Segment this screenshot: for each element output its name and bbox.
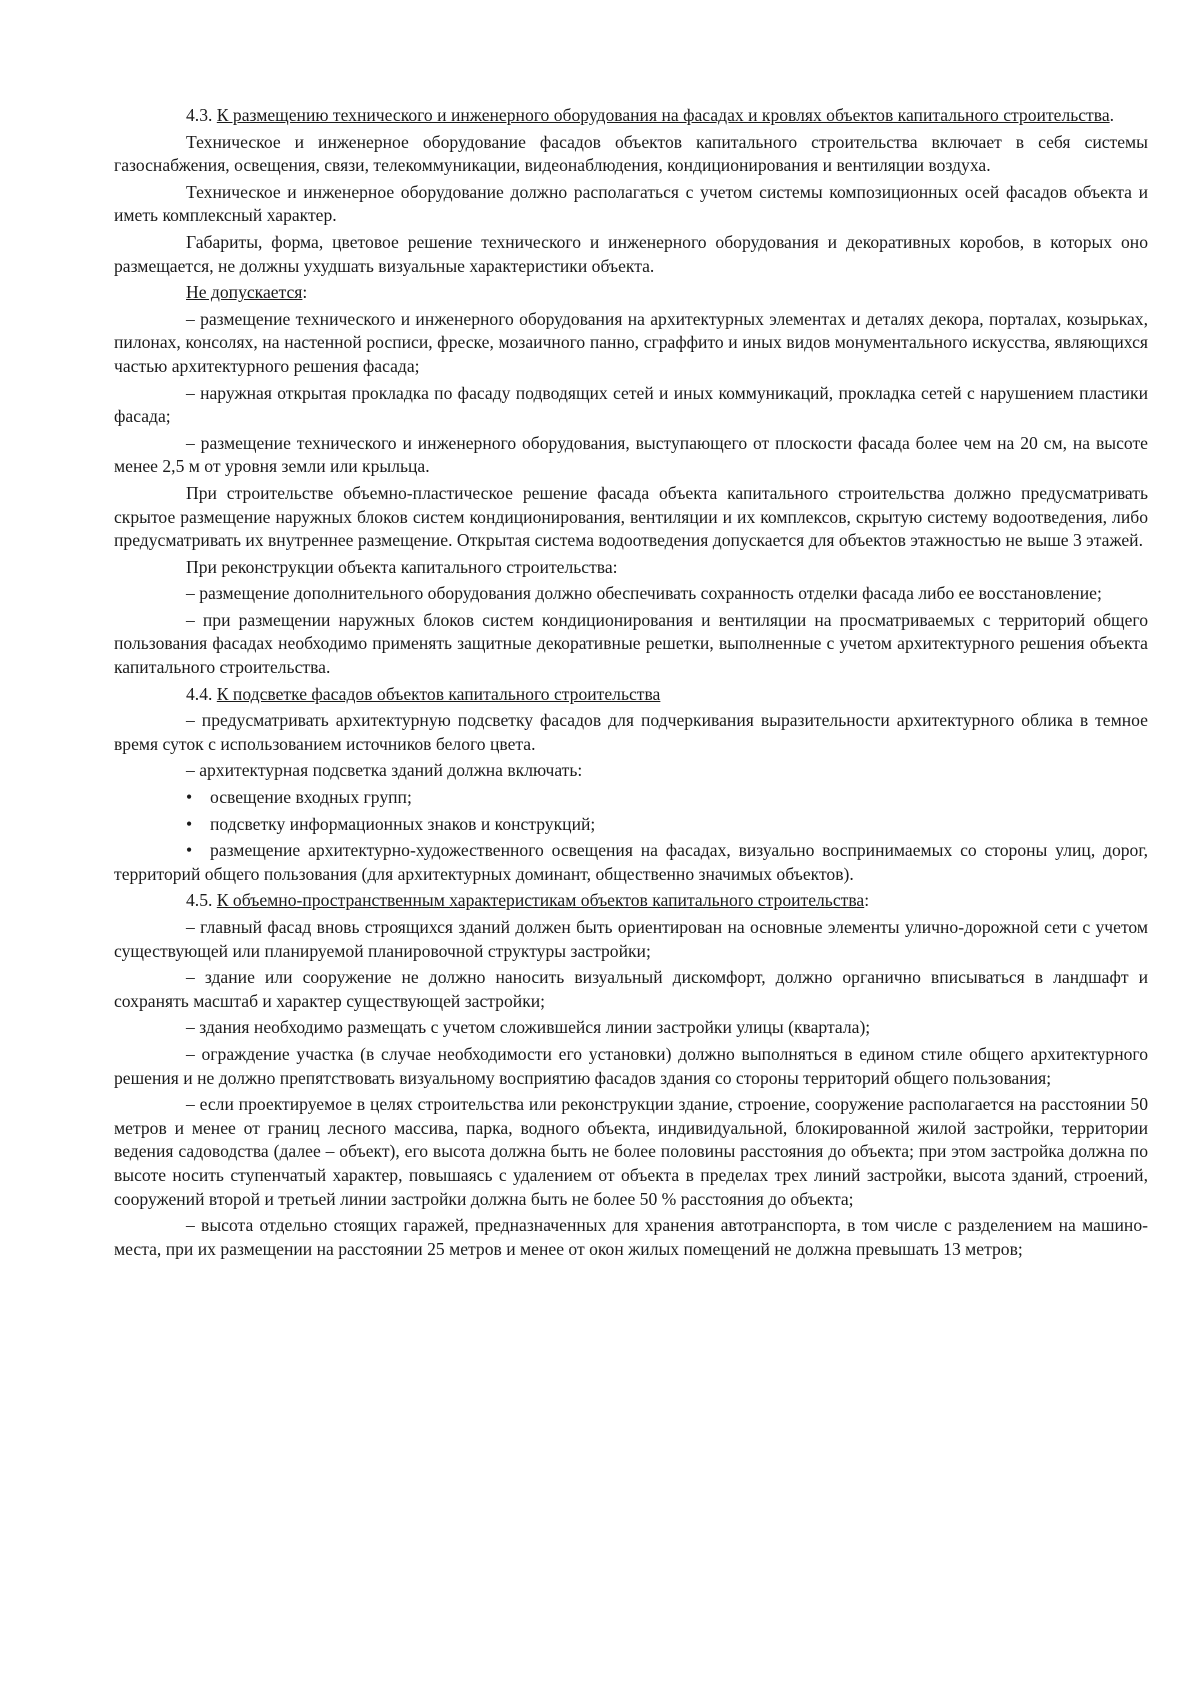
heading-punct: . <box>1109 105 1115 125</box>
bullet-text: освещение входных групп; <box>210 787 412 808</box>
dash-item: – здания необходимо размещать с учетом сложившейся линии застройки улицы (квартала); <box>186 1017 871 1038</box>
bullet-item <box>114 839 1148 886</box>
document-body <box>114 104 1148 1261</box>
section-number: 4.4. <box>186 683 217 704</box>
section-title: К подсветке фасадов объектов капитального строительства <box>216 683 661 704</box>
dash-item: – предусматривать архитектурную подсветку фасадов для подчеркивания выразительности архитектурного облика в темное время суток с использованием источников белого цвета. <box>114 710 1148 754</box>
dash-item: – наружная открытая прокладка по фасаду подводящих сетей и иных коммуникаций, прокладка сетей с нарушением пластики фасада; <box>114 382 1148 427</box>
bullet-icon: • <box>186 813 193 834</box>
dash-item: – размещение технического и инженерного оборудования на архитектурных элементах и деталях декора, порталах, козырьках, пилонах, консолях, на настенной росписи, фреске, мозаичного панно, сграффито и иных видов монументального искусства, являющихся частью архитектурного решения фасада; <box>114 308 1148 376</box>
dash-item: – архитектурная подсветка зданий должна включать: <box>186 760 583 781</box>
section-4-5-heading <box>114 889 1148 913</box>
dash-item: – высота отдельно стоящих гаражей, предназначенных для хранения автотранспорта, в том числе с разделением на машино-места, при их размещении на расстоянии 25 метров и менее от окон жилых помещений не должна превышать 13 метров; <box>114 1215 1148 1259</box>
section-number: 4.5. <box>186 890 217 911</box>
bullet-text: подсветку информационных знаков и конструкций; <box>210 813 596 834</box>
paragraph: При реконструкции объекта капитального строительства: <box>186 556 618 577</box>
label-punct: : <box>302 282 308 303</box>
dash-item: – здание или сооружение не должно наносить визуальный дискомфорт, должно органично вписываться в ландшафт и сохранять масштаб и характер существующей застройки; <box>114 967 1148 1011</box>
dash-item: – размещение технического и инженерного оборудования, выступающего от плоскости фасада более чем на 20 см, на высоте менее 2,5 м от уровня земли или крыльца. <box>114 432 1148 477</box>
section-4-3-heading <box>114 104 1148 128</box>
section-title: К размещению технического и инженерного оборудования на фасадах и кровлях объектов капитального строительства <box>216 105 1110 125</box>
section-4-4-heading <box>114 683 1148 707</box>
dash-item: – главный фасад вновь строящихся зданий должен быть ориентирован на основные элементы улично-дорожной сети с учетом существующей или планируемой планировочной структуры застройки; <box>114 917 1148 961</box>
paragraph: Техническое и инженерное оборудование фасадов объектов капитального строительства включает в себя системы газоснабжения, освещения, связи, телекоммуникации, видеонаблюдения, кондиционирования и вентиляции воздуха. <box>114 131 1148 176</box>
bullet-item <box>114 813 1148 837</box>
dash-item: – при размещении наружных блоков систем кондиционирования и вентиляции на просматриваемых с территорий общего пользования фасадах необходимо применять защитные декоративные решетки, выполненные с учетом архитектурного решения объекта капитального строительства. <box>114 609 1148 678</box>
paragraph: При строительстве объемно-пластическое решение фасада объекта капитального строительства должно предусматривать скрытое размещение наружных блоков систем кондиционирования, вентиляции и их комплексов, скрытую систему водоотведения, либо предусматривать их внутреннее размещение. Открытая система водоотведения допускается для объектов этажностью не выше 3 этажей. <box>114 482 1148 551</box>
section-title: К объемно-пространственным характеристикам объектов капитального строительства <box>216 890 865 911</box>
dash-item: – ограждение участка (в случае необходимости его установки) должно выполняться в едином стиле общего архитектурного решения и не должно препятствовать визуальному восприятию фасадов здания со стороны территорий общего пользования; <box>114 1043 1148 1088</box>
not-allowed-label <box>114 281 1148 305</box>
bullet-item <box>114 786 1148 810</box>
dash-item: – размещение дополнительного оборудования должно обеспечивать сохранность отделки фасада либо ее восстановление; <box>186 583 1102 604</box>
section-number: 4.3. <box>186 105 217 125</box>
dash-item: – если проектируемое в целях строительства или реконструкции здание, строение, сооружение располагается на расстоянии 50 метров и менее от границ лесного массива, парка, водного объекта, индивидуальной, блокированной жилой застройки, территории ведения садоводства (далее – объект), его высота должна быть не более половины расстояния до объекта; при этом застройка должна по высоте носить ступенчатый характер, повышаясь с удалением от объекта в пределах трех линий застройки, высота зданий, строений, сооружений второй и третьей линии застройки должна быть не более 50 % расстояния до объекта; <box>114 1094 1148 1209</box>
bullet-icon: • <box>186 787 193 808</box>
bullet-text: размещение архитектурно-художественного освещения на фасадах, визуально воспринимаемых со стороны улиц, дорог, территорий общего пользования (для архитектурных доминант, общественно значимых объектов). <box>114 840 1148 884</box>
paragraph: Техническое и инженерное оборудование должно располагаться с учетом системы композиционных осей фасадов объекта и иметь комплексный характер. <box>114 181 1148 226</box>
label-text: Не допускается <box>186 282 303 303</box>
heading-punct: : <box>864 890 870 911</box>
paragraph: Габариты, форма, цветовое решение технического и инженерного оборудования и декоративных коробов, в которых оно размещается, не должны ухудшать визуальные характеристики объекта. <box>114 231 1148 276</box>
bullet-icon: • <box>186 840 193 861</box>
